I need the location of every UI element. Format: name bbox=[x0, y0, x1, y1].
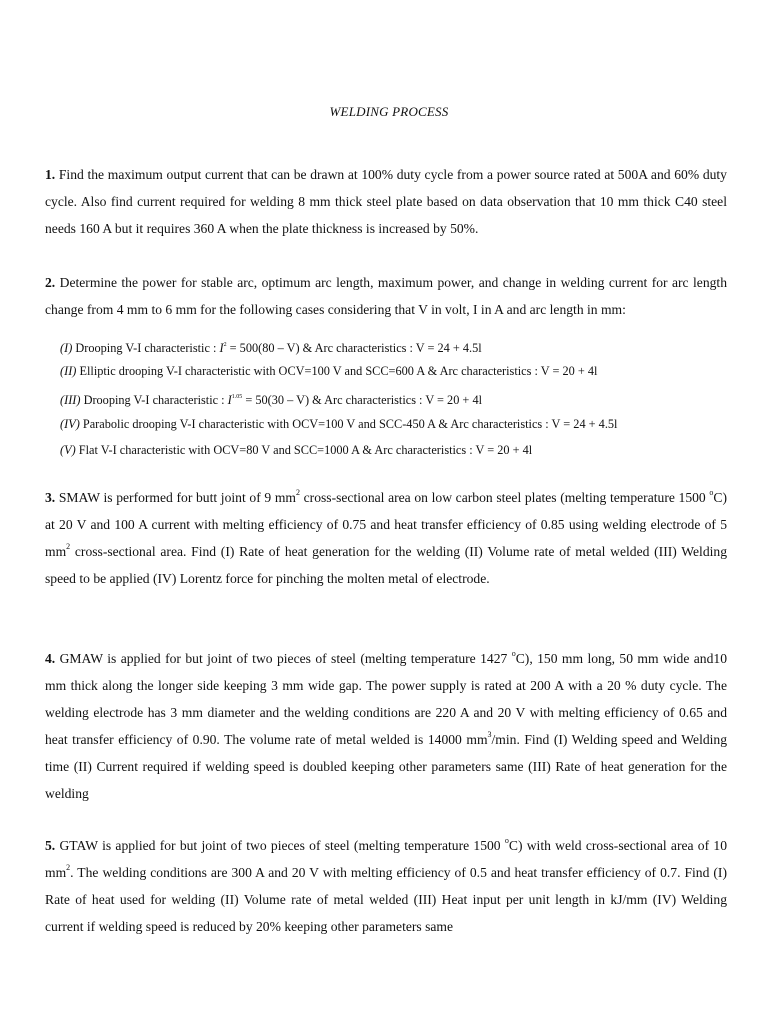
case-arc-characteristics: & Arc characteristics : V = 20 + 4l bbox=[359, 442, 533, 457]
question-number: 1. bbox=[45, 167, 56, 182]
superscript: 2 bbox=[66, 542, 71, 552]
case-equation-base: I bbox=[227, 393, 232, 408]
case-item bbox=[60, 416, 740, 442]
case-arc-characteristics: & Arc characteristics : V = 24 + 4.5l bbox=[299, 341, 482, 355]
case-equation-exponent: 2 bbox=[223, 342, 227, 348]
question-number: 4. bbox=[45, 651, 56, 666]
question-number: 2. bbox=[45, 275, 56, 290]
question-4 bbox=[45, 645, 727, 807]
question-5 bbox=[45, 832, 727, 940]
question-text: C), 150 mm long, 50 mm wide and10 mm thick along the longer side keeping 3 mm wide gap. The power supply is rated at 200 A with a 20 % duty cycle. The welding electrode has 3 mm diameter and the welding conditions are 220 A and 20 V with melting efficiency of 0.65 and heat transfer efficiency of 0.90. The volume rate of metal welded is 14000 mm bbox=[45, 651, 727, 747]
case-text: Drooping V-I characteristic : bbox=[83, 393, 228, 408]
case-item bbox=[60, 442, 740, 468]
question-text: cross-sectional area on low carbon steel plates (melting temperature 1500 bbox=[299, 490, 710, 505]
superscript: 2 bbox=[66, 863, 71, 873]
case-item bbox=[60, 389, 740, 415]
case-label: (IV) bbox=[60, 416, 80, 431]
question-text: C) at 20 V and 100 A current with melting efficiency of 0.75 and heat transfer efficiency of 0.85 using welding electrode of 5 mm bbox=[45, 490, 727, 559]
superscript: 3 bbox=[487, 730, 492, 740]
case-equation-base: I bbox=[219, 341, 224, 355]
question-2 bbox=[45, 269, 727, 323]
question-2-cases bbox=[60, 337, 740, 468]
degree-superscript: o bbox=[709, 488, 714, 498]
question-text: SMAW is performed for butt joint of 9 mm bbox=[58, 490, 296, 505]
case-item bbox=[60, 363, 740, 389]
question-text: /min. Find (I) Welding speed and Welding time (II) Current required if welding speed is doubled keeping other parameters same (III) Rate of heat generation for the welding bbox=[45, 732, 728, 801]
question-text: Find the maximum output current that can be drawn at 100% duty cycle from a power source rated at 500A and 60% duty cycle. Also find current required for welding 8 mm thick steel plate based on data observation that 10 mm thick C40 steel needs 160 A but it requires 360 A when the plate thickness is increased by 50%. bbox=[45, 167, 727, 236]
question-text: cross-sectional area. Find (I) Rate of heat generation for the welding (II) Volume rate of metal welded (III) Welding speed to be applied (IV) Lorentz force for pinching the molten metal of electrode. bbox=[45, 544, 727, 586]
case-label: (II) bbox=[60, 364, 77, 379]
case-label: (III) bbox=[60, 393, 81, 408]
question-number: 5. bbox=[45, 838, 56, 853]
case-equation-exponent: 1.05 bbox=[231, 394, 243, 401]
case-equation: = 500(80 – V) bbox=[226, 341, 300, 355]
degree-superscript: o bbox=[511, 649, 516, 659]
page-title: WELDING PROCESS bbox=[329, 104, 449, 119]
question-text: GTAW is applied for but joint of two pieces of steel (melting temperature 1500 bbox=[59, 838, 505, 853]
case-text: Elliptic drooping V-I characteristic with OCV=100 V and SCC=600 A bbox=[79, 364, 425, 379]
question-1 bbox=[45, 161, 727, 242]
case-item bbox=[60, 337, 740, 363]
question-text: GMAW is applied for but joint of two pieces of steel (melting temperature 1427 bbox=[59, 651, 512, 666]
question-text: . The welding conditions are 300 A and 20 V with melting efficiency of 0.5 and heat transfer efficiency of 0.7. Find (I) Rate of heat used for welding (II) Volume rate of metal welded (III) Heat input per unit length in kJ/mm (IV) Welding current if welding speed is reduced by 20% keeping other parameters same bbox=[45, 865, 727, 934]
question-text: Determine the power for stable arc, optimum arc length, maximum power, and change in welding current for arc length change from 4 mm to 6 mm for the following cases considering that V in volt, I in A and arc length in mm: bbox=[45, 275, 727, 317]
case-arc-characteristics: & Arc characteristics : V = 24 + 4.5l bbox=[435, 416, 618, 431]
question-3 bbox=[45, 484, 727, 592]
degree-superscript: o bbox=[504, 836, 509, 846]
question-number: 3. bbox=[45, 490, 56, 505]
case-label: (V) bbox=[60, 442, 76, 457]
superscript: 2 bbox=[295, 488, 300, 498]
question-text: C) with weld cross-sectional area of 10 mm bbox=[45, 838, 727, 880]
case-label: (I) bbox=[60, 341, 73, 355]
case-text: Drooping V-I characteristic : bbox=[75, 341, 220, 355]
case-text: Parabolic drooping V-I characteristic with OCV=100 V and SCC-450 A bbox=[82, 416, 436, 431]
case-arc-characteristics: & Arc characteristics : V = 20 + 4l bbox=[424, 364, 598, 379]
case-text: Flat V-I characteristic with OCV=80 V and SCC=1000 A bbox=[78, 442, 360, 457]
case-arc-characteristics: & Arc characteristics : V = 20 + 4l bbox=[309, 393, 483, 408]
case-equation: = 50(30 – V) bbox=[242, 393, 310, 408]
